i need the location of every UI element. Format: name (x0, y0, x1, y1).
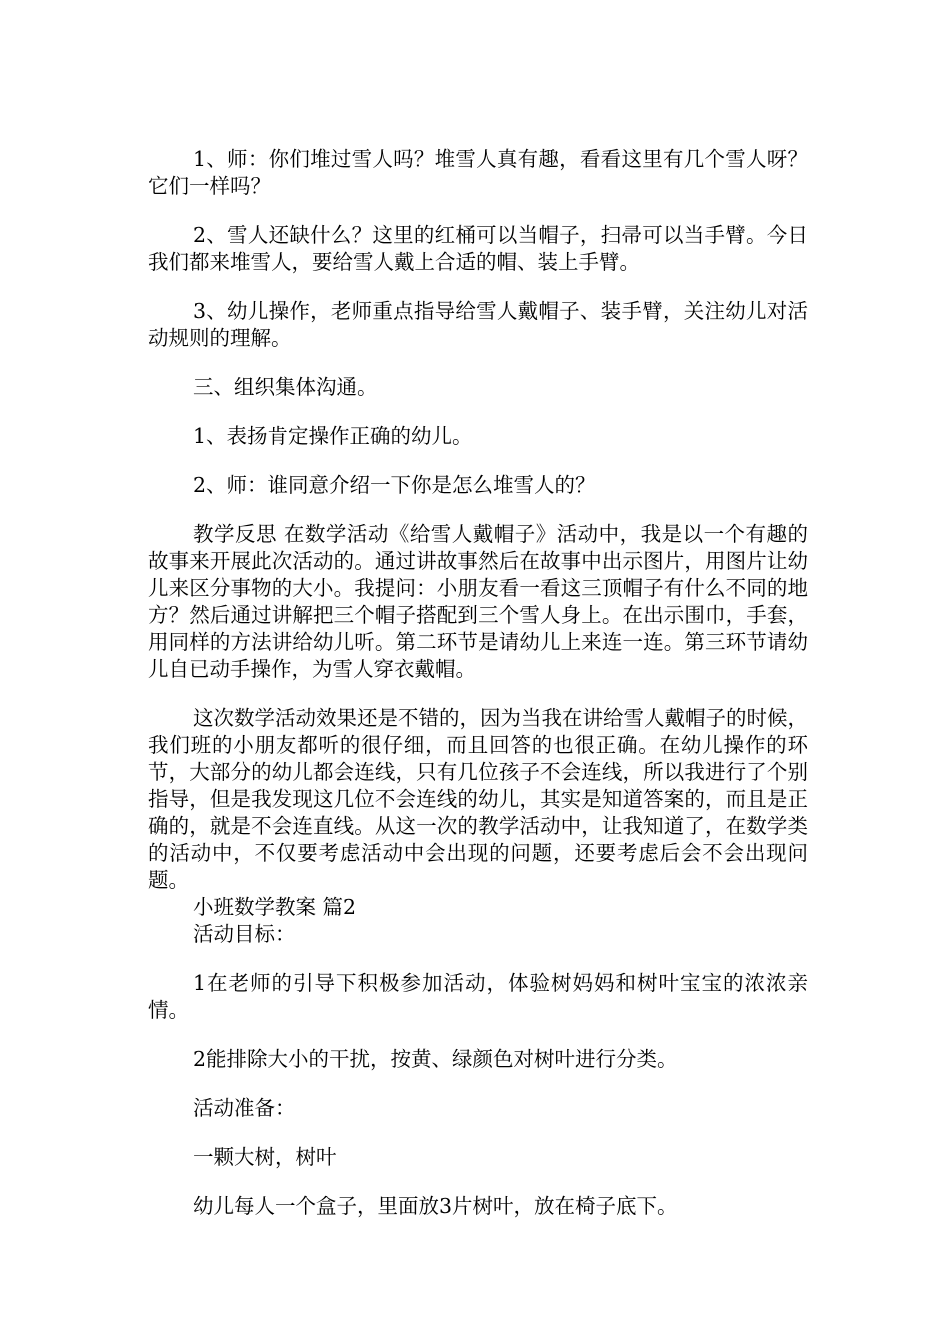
section-title-lesson-2: 小班数学教案 篇2 (193, 895, 357, 919)
heading-activity-preparation: 活动准备： (193, 1096, 296, 1120)
document-page (148, 146, 808, 1220)
paragraph-praise: 1、表扬肯定操作正确的幼儿。 (193, 424, 473, 448)
paragraph-activity-effect: 这次数学活动效果还是不错的，因为当我在讲给雪人戴帽子的时候，我们班的小朋友都听的很仔细，而且回答的也很正确。在幼儿操作的环节，大部分的幼儿都会连线，只有几位孩子不会连线，所以我进行了个别指导，但是我发现这几位不会连线的幼儿，其实是知道答案的，而且是正确的，就是不会连直线。从这一次的教学活动中，让我知道了，在数学类的活动中，不仅要考虑活动中会出现的问题，还要考虑后会不会出现问题。 (148, 706, 808, 892)
paragraph-snowman-missing: 2、雪人还缺什么？这里的红桶可以当帽子，扫帚可以当手臂。今日我们都来堆雪人，要给雪人戴上合适的帽、装上手臂。 (148, 223, 808, 274)
heading-activity-goals: 活动目标： (193, 922, 296, 946)
paragraph-snowman-question: 1、师：你们堆过雪人吗？堆雪人真有趣，看看这里有几个雪人呀？它们一样吗？ (148, 147, 808, 198)
paragraph-teaching-reflection: 教学反思 在数学活动《给雪人戴帽子》活动中，我是以一个有趣的故事来开展此次活动的。通过讲故事然后在故事中出示图片，用图片让幼儿来区分事物的大小。我提问：小朋友看一看这三顶帽子有什么不同的地方？然后通过讲解把三个帽子搭配到三个雪人身上。在出示围巾，手套，用同样的方法讲给幼儿听。第二环节是请幼儿上来连一连。第三环节请幼儿自已动手操作，为雪人穿衣戴帽。 (148, 522, 808, 681)
paragraph-prep-box: 幼儿每人一个盒子，里面放3片树叶，放在椅子底下。 (193, 1194, 678, 1218)
section-heading-group-communication: 三、组织集体沟通。 (193, 375, 378, 399)
paragraph-goal-1: 1在老师的引导下积极参加活动，体验树妈妈和树叶宝宝的浓浓亲情。 (148, 971, 808, 1022)
paragraph-prep-tree: 一颗大树，树叶 (193, 1145, 337, 1169)
paragraph-child-operation: 3、幼儿操作，老师重点指导给雪人戴帽子、装手臂，关注幼儿对活动规则的理解。 (148, 299, 808, 350)
paragraph-introduce: 2、师：谁同意介绍一下你是怎么堆雪人的？ (193, 473, 596, 497)
paragraph-goal-2: 2能排除大小的干扰，按黄、绿颜色对树叶进行分类。 (193, 1047, 678, 1071)
